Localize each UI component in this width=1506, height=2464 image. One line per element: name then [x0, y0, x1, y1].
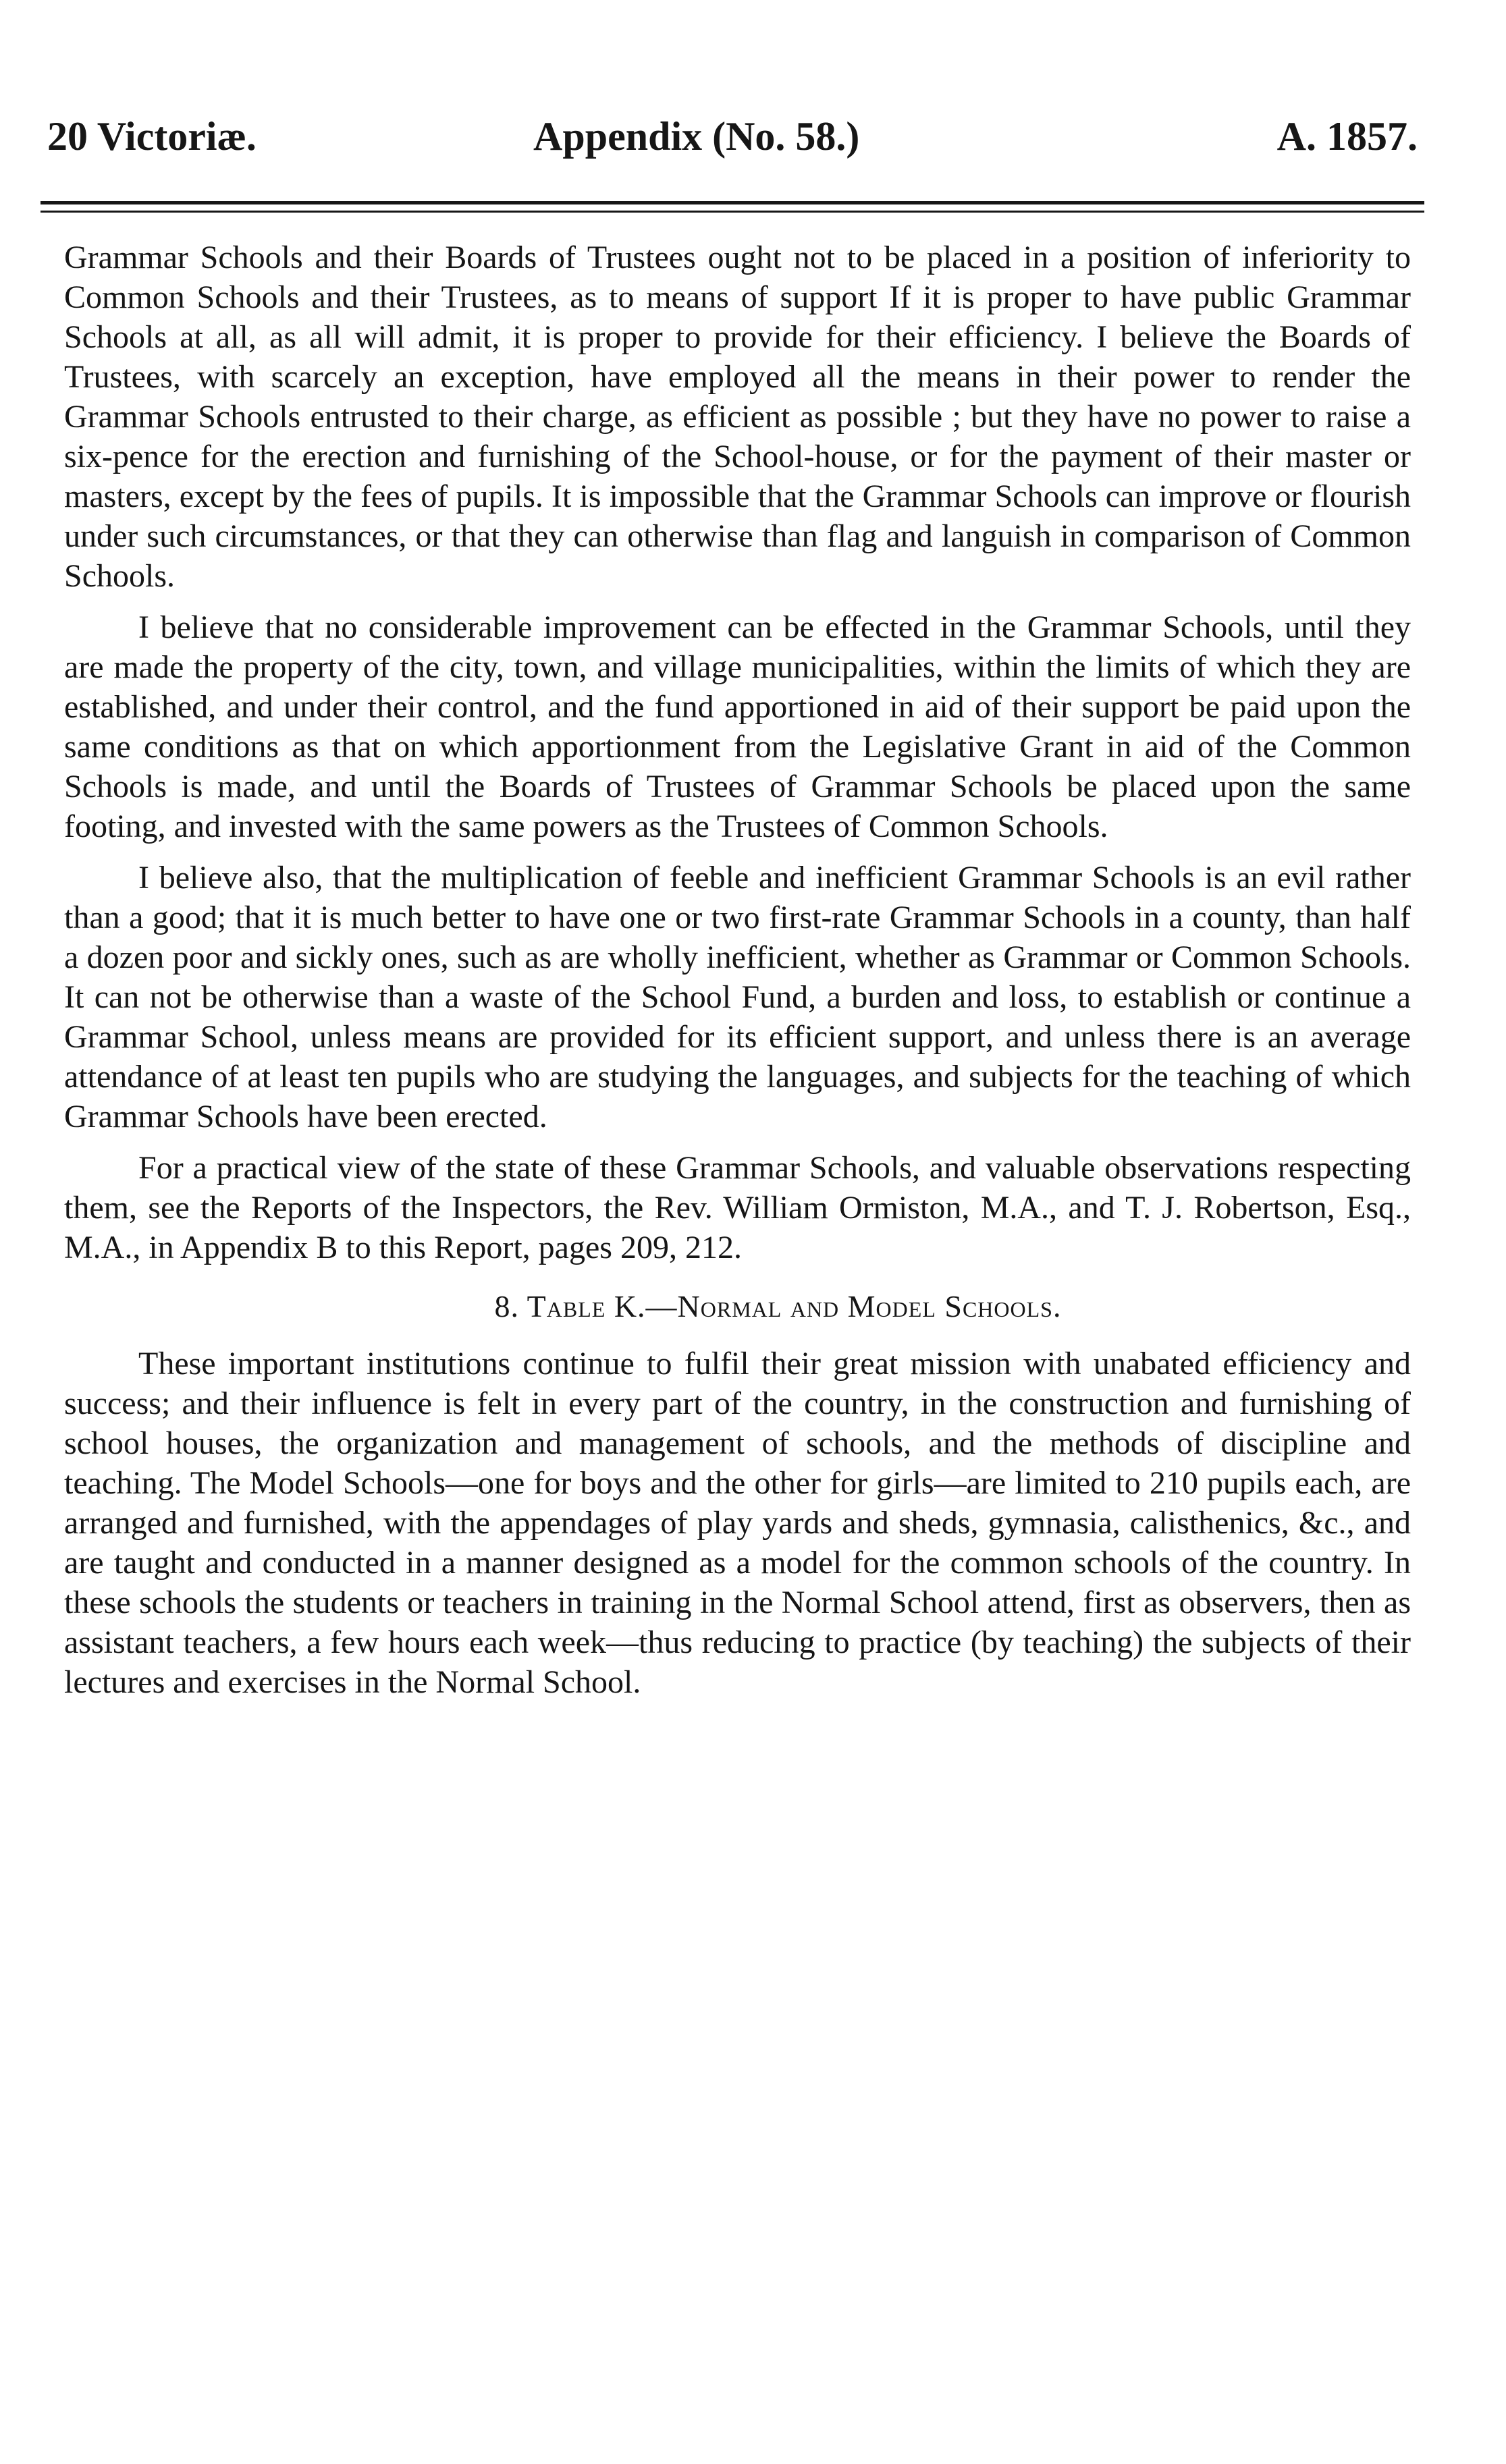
header-rule-thick [41, 201, 1424, 204]
paragraph-4: For a practical view of the state of these Grammar Schools, and valuable observations respecting them, see the Reports of the Inspectors, the Rev. William Ormiston, M.A., and T. J. Robertson, Esq., M.A., in Appendix B to this Report, pages 209, 212. [64, 1150, 1411, 1265]
section-heading: 8. Table K.—Normal and Model Schools. [494, 1289, 1062, 1323]
header-rule-thin [41, 211, 1424, 213]
header-appendix: Appendix (No. 58.) [533, 114, 860, 159]
header-session: 20 Victoriæ. [47, 114, 257, 159]
page-header [47, 113, 1418, 167]
paragraph-5: These important institutions continue to fulfil their great mission with unabated efficiency and success; and their influence is felt in every part of the country, in the construction and furnishing of school houses, the organization and management of schools, and the methods of discipline and teaching. The Model Schools—one for boys and the other for girls—are limited to 210 pupils each, are arranged and furnished, with the appendages of play yards and sheds, gymnasia, calisthenics, &c., and are taught and conducted in a manner designed as a model for the common schools of the country. In these schools the students or teachers in training in the Normal School attend, first as observers, then as assistant teachers, a few hours each week—thus reducing to practice (by teaching) the subjects of their lectures and exercises in the Normal School. [64, 1346, 1411, 1700]
paragraph-1: Grammar Schools and their Boards of Trustees ought not to be placed in a position of inferiority to Common Schools and their Trustees, as to means of support If it is proper to have public Grammar Schools at all, as all will admit, it is proper to provide for their efficiency. I believe the Boards of Trustees, with scarcely an exception, have employed all the means in their power to render the Grammar Schools entrusted to their charge, as efficient as possible ; but they have no power to raise a six-pence for the erection and furnishing of the School-house, or for the payment of their master or masters, except by the fees of pupils. It is impossible that the Grammar Schools can improve or flourish under such circumstances, or that they can otherwise than flag and languish in comparison of Common Schools. [64, 240, 1411, 594]
paragraph-3: I believe also, that the multiplication of feeble and inefficient Grammar Schools is an evil rather than a good; that it is much better to have one or two first-rate Grammar Schools in a county, than half a dozen poor and sickly ones, such as are wholly inefficient, whether as Grammar or Common Schools. It can not be otherwise than a waste of the School Fund, a burden and loss, to establish or continue a Grammar School, unless means are provided for its efficient support, and unless there is an average attendance of at least ten pupils who are studying the languages, and subjects for the teaching of which Grammar Schools have been erected. [64, 860, 1411, 1134]
paragraph-2: I believe that no considerable improvement can be effected in the Grammar Schools, until they are made the property of the city, town, and village municipalities, within the limits of which they are established, and under their control, and the fund apportioned in aid of their support be paid upon the same conditions as that on which apportionment from the Legislative Grant in aid of the Common Schools is made, and until the Boards of Trustees of Grammar Schools be placed upon the same footing, and invested with the same powers as the Trustees of Common Schools. [64, 609, 1411, 844]
header-year: A. 1857. [1276, 114, 1418, 159]
document-body [64, 238, 1411, 1714]
